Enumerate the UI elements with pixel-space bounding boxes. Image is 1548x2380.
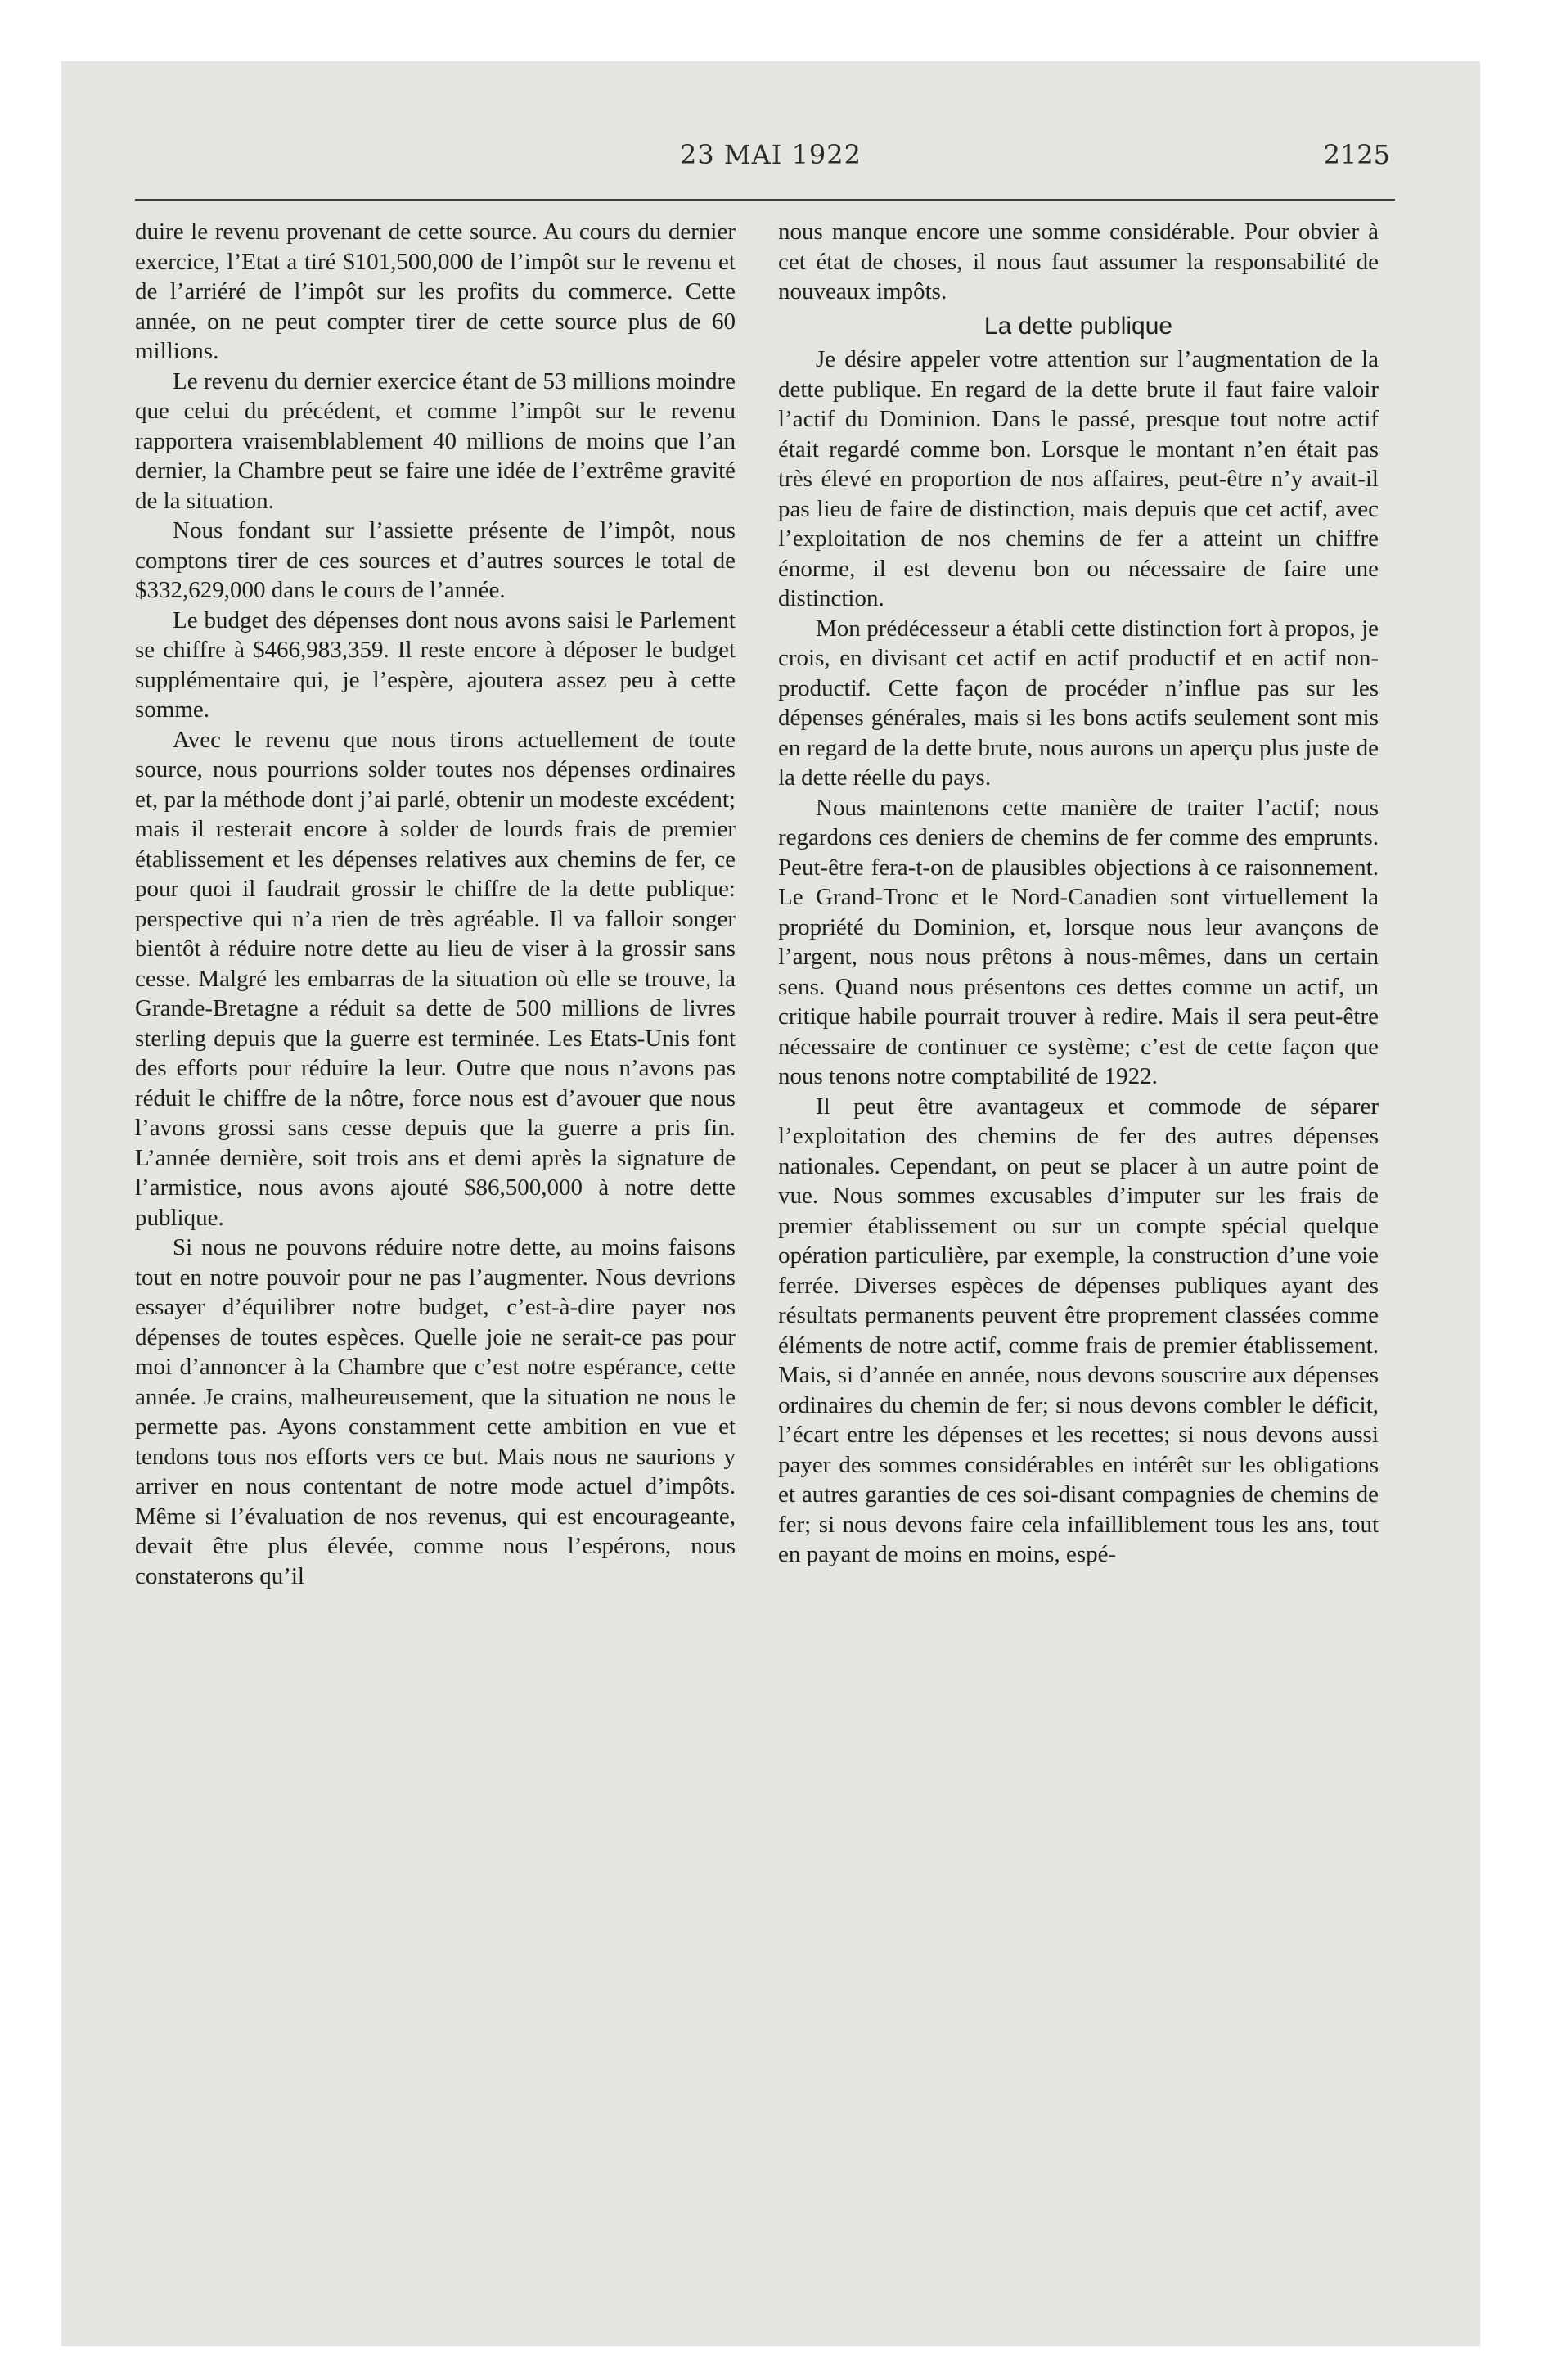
- paragraph: Si nous ne pouvons réduire notre dette, au moins faisons tout en notre pouvoir pour ne pas l’augmenter. Nous devrions essayer d’équilibrer notre budget, c’est-à-dire payer nos dépenses de toutes espèces. Quelle joie ne serait-ce pas pour moi d’annoncer à la Chambre que c’est notre espérance, cette année. Je crains, malheureusement, que la situation ne nous le permette pas. Ayons constamment cette ambition en vue et tendons tous nos efforts vers ce but. Mais nous ne saurions y arriver en nous contentant de notre mode actuel d’impôts. Même si l’évaluation de nos revenus, qui est encourageante, devait être plus élevée, comme nous l’espérons, nous constaterons qu’il: [135, 1234, 736, 1589]
- paragraph: Nous fondant sur l’assiette présente de l’impôt, nous comptons tirer de ces sources et d’autres sources le total de $332,629,000 dans le cours de l’année.: [135, 517, 736, 603]
- paragraph: Il peut être avantageux et commode de séparer l’exploitation des chemins de fer des autres dépenses nationales. Cependant, on peut se placer à un autre point de vue. Nous sommes excusables d’imputer sur les frais de premier établissement ou sur un compte spécial quelque opération particulière, par exemple, la construction d’une voie ferrée. Diverses espèces de dépenses publiques ayant des résultats permanents peuvent être proprement classées comme éléments de notre actif, comme frais de premier établissement. Mais, si d’année en année, nous devons souscrire aux dépenses ordinaires du chemin de fer; si nous devons combler le déficit, l’écart entre les dépenses et les recettes; si nous devons aussi payer des sommes considérables en intérêt sur les obligations et autres garanties de ces soi-disant compagnies de chemins de fer; si nous devons faire cela infailliblement tous les ans, tout en payant de moins en moins, espé-: [778, 1093, 1379, 1567]
- paragraph: Le revenu du dernier exercice étant de 53 millions moindre que celui du précédent, et comme l’impôt sur le revenu rapportera vraisemblablement 40 millions de moins que l’an dernier, la Chambre peut se faire une idée de l’extrême gravité de la situation.: [135, 367, 736, 514]
- right-column: [778, 217, 1379, 1570]
- paragraph: Le budget des dépenses dont nous avons saisi le Parlement se chiffre à $466,983,359. Il reste encore à déposer le budget supplémentaire qui, je l’espère, ajoutera assez peu à cette somme.: [135, 606, 736, 723]
- paragraph: Je désire appeler votre attention sur l’augmentation de la dette publique. En regard de la dette brute il faut faire valoir l’actif du Dominion. Dans le passé, presque tout notre actif était regardé comme bon. Lorsque le montant n’en était pas très élevé en proportion de nos affaires, peut-être n’y avait-il pas lieu de faire de distinction, mais depuis que cet actif, avec l’exploitation de nos chemins de fer a atteint un chiffre énorme, il est devenu bon ou nécessaire de faire une distinction.: [778, 346, 1379, 611]
- section-heading: La dette publique: [983, 312, 1173, 340]
- document-page: [61, 61, 1480, 2346]
- paragraph: Avec le revenu que nous tirons actuellement de toute source, nous pourrions solder toutes nos dépenses ordinaires et, par la méthode dont j’ai parlé, obtenir un modeste excédent; mais il resterait encore à solder de lourds frais de premier établissement et les dépenses relatives aux chemins de fer, ce pour quoi il faudrait grossir le chiffre de la dette publique: perspective qui n’a rien de très agréable. Il va falloir songer bientôt à réduire notre dette au lieu de viser à la grossir sans cesse. Malgré les embarras de la situation où elle se trouve, la Grande-Bretagne a réduit sa dette de 500 millions de livres sterling depuis que la guerre est terminée. Les Etats-Unis font des efforts pour réduire la leur. Outre que nous n’avons pas réduit le chiffre de la nôtre, force nous est d’avouer que nous l’avons grossi sans cesse depuis que la guerre a pris fin. L’année dernière, soit trois ans et demi après la signature de l’armistice, nous avons ajouté $86,500,000 à notre dette publique.: [135, 726, 736, 1231]
- left-column: [135, 217, 736, 1591]
- paragraph: duire le revenu provenant de cette source. Au cours du dernier exercice, l’Etat a tiré $101,500,000 de l’impôt sur le revenu et de l’arriéré de l’impôt sur les profits du commerce. Cette année, on ne peut compter tirer de cette source plus de 60 millions.: [135, 219, 736, 364]
- paragraph: Mon prédécesseur a établi cette distinction fort à propos, je crois, en divisant cet actif en actif productif et en actif non-productif. Cette façon de procéder n’influe pas sur les dépenses générales, mais si les bons actifs seulement sont mis en regard de la dette brute, nous aurons un aperçu plus juste de la dette réelle du pays.: [778, 615, 1379, 791]
- running-head-date: 23 MAI 1922: [679, 139, 862, 170]
- paragraph: nous manque encore une somme considérable. Pour obvier à cet état de choses, il nous faut assumer la responsabilité de nouveaux impôts.: [778, 219, 1379, 304]
- page-number: 2125: [1323, 139, 1390, 170]
- paragraph: Nous maintenons cette manière de traiter l’actif; nous regardons ces deniers de chemins de fer comme des emprunts. Peut-être fera-t-on de plausibles objections à ce raisonnement. Le Grand-Tronc et le Nord-Canadien sont virtuellement la propriété du Dominion, et, lorsque nous leur avançons de l’argent, nous nous prêtons à nous-mêmes, dans un certain sens. Quand nous présentons ces dettes comme un actif, un critique habile pourrait trouver à redire. Mais il sera peut-être nécessaire de continuer ce système; c’est de cette façon que nous tenons notre comptabilité de 1922.: [778, 794, 1379, 1089]
- header-rule: [135, 199, 1395, 201]
